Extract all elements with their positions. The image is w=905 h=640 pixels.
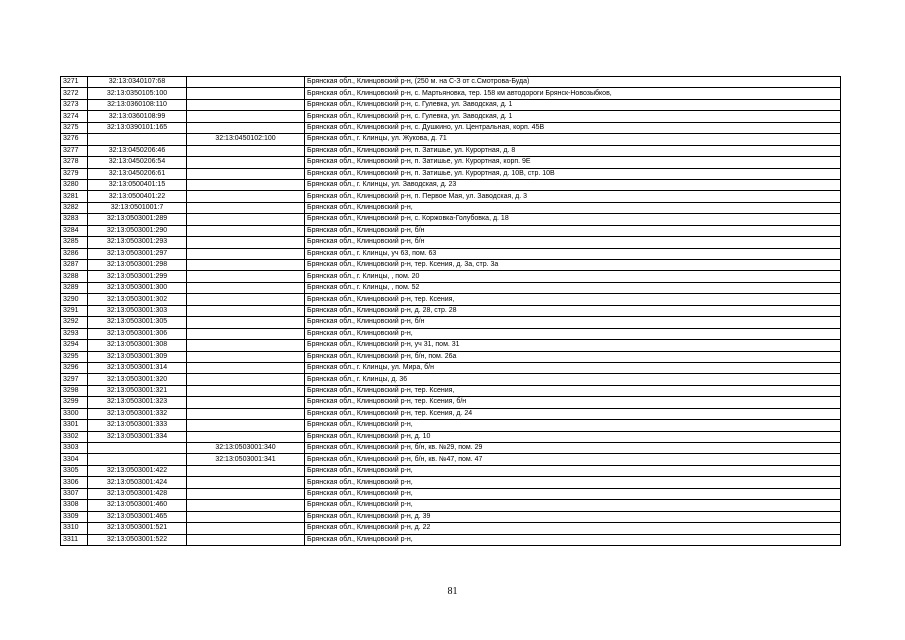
address-cell: Брянская обл., Клинцовский р-н, б/н, пом. 26а xyxy=(305,351,841,362)
cadastral-number-alt-cell xyxy=(187,202,305,213)
cadastral-number-cell: 32:13:0503001:422 xyxy=(88,465,187,476)
cadastral-number-alt-cell xyxy=(187,534,305,545)
address-cell: Брянская обл., Клинцовский р-н, xyxy=(305,500,841,511)
cadastral-number-alt-cell xyxy=(187,420,305,431)
cadastral-number-alt-cell xyxy=(187,271,305,282)
cadastral-number-cell: 32:13:0503001:323 xyxy=(88,397,187,408)
cadastral-number-alt-cell xyxy=(187,225,305,236)
cadastral-number-alt-cell xyxy=(187,237,305,248)
table-row xyxy=(61,351,841,362)
row-number-cell: 3310 xyxy=(61,523,88,534)
address-cell: Брянская обл., Клинцовский р-н, с. Гулевка, ул. Заводская, д. 1 xyxy=(305,99,841,110)
row-number-cell: 3308 xyxy=(61,500,88,511)
cadastral-number-alt-cell xyxy=(187,191,305,202)
cadastral-number-alt-cell xyxy=(187,374,305,385)
table-row xyxy=(61,134,841,145)
row-number-cell: 3306 xyxy=(61,477,88,488)
address-cell: Брянская обл., Клинцовский р-н, д. 10 xyxy=(305,431,841,442)
address-cell: Брянская обл., Клинцовский р-н, xyxy=(305,202,841,213)
cadastral-number-alt-cell xyxy=(187,362,305,373)
table-row xyxy=(61,271,841,282)
cadastral-number-cell: 32:13:0503001:424 xyxy=(88,477,187,488)
address-cell: Брянская обл., Клинцовский р-н, с. Гулевка, ул. Заводская, д. 1 xyxy=(305,111,841,122)
cadastral-number-alt-cell xyxy=(187,431,305,442)
table-row xyxy=(61,534,841,545)
cadastral-number-alt-cell xyxy=(187,157,305,168)
cadastral-number-alt-cell xyxy=(187,99,305,110)
row-number-cell: 3276 xyxy=(61,134,88,145)
cadastral-number-alt-cell xyxy=(187,145,305,156)
property-register-table xyxy=(60,76,841,546)
table-row xyxy=(61,454,841,465)
cadastral-number-cell: 32:13:0503001:297 xyxy=(88,248,187,259)
cadastral-number-cell: 32:13:0503001:333 xyxy=(88,420,187,431)
cadastral-number-cell: 32:13:0503001:305 xyxy=(88,317,187,328)
row-number-cell: 3290 xyxy=(61,294,88,305)
row-number-cell: 3289 xyxy=(61,282,88,293)
cadastral-number-cell xyxy=(88,443,187,454)
cadastral-number-alt-cell xyxy=(187,88,305,99)
table-row xyxy=(61,157,841,168)
address-cell: Брянская обл., г. Клинцы, , пом. 52 xyxy=(305,282,841,293)
cadastral-number-cell: 32:13:0450206:61 xyxy=(88,168,187,179)
cadastral-number-alt-cell: 32:13:0503001:340 xyxy=(187,443,305,454)
row-number-cell: 3280 xyxy=(61,179,88,190)
cadastral-number-cell: 32:13:0503001:302 xyxy=(88,294,187,305)
address-cell: Брянская обл., г. Клинцы, д. 36 xyxy=(305,374,841,385)
table-row xyxy=(61,122,841,133)
cadastral-number-alt-cell xyxy=(187,500,305,511)
table-row xyxy=(61,431,841,442)
cadastral-number-cell: 32:13:0503001:332 xyxy=(88,408,187,419)
page-number: 81 xyxy=(447,586,458,597)
address-cell: Брянская обл., Клинцовский р-н, д. 22 xyxy=(305,523,841,534)
cadastral-number-cell: 32:13:0360108:110 xyxy=(88,99,187,110)
cadastral-number-alt-cell xyxy=(187,488,305,499)
cadastral-number-alt-cell xyxy=(187,248,305,259)
address-cell: Брянская обл., Клинцовский р-н, б/н xyxy=(305,317,841,328)
address-cell: Брянская обл., г. Клинцы, ул. Заводская, д. 23 xyxy=(305,179,841,190)
cadastral-number-alt-cell xyxy=(187,111,305,122)
table-row xyxy=(61,191,841,202)
row-number-cell: 3279 xyxy=(61,168,88,179)
table-row xyxy=(61,385,841,396)
table-row xyxy=(61,88,841,99)
address-cell: Брянская обл., Клинцовский р-н, п. Затишье, ул. Курортная, д. 8 xyxy=(305,145,841,156)
address-cell: Брянская обл., Клинцовский р-н, xyxy=(305,488,841,499)
cadastral-number-alt-cell xyxy=(187,465,305,476)
cadastral-number-cell: 32:13:0503001:308 xyxy=(88,340,187,351)
table-row xyxy=(61,111,841,122)
row-number-cell: 3284 xyxy=(61,225,88,236)
cadastral-number-alt-cell xyxy=(187,260,305,271)
row-number-cell: 3299 xyxy=(61,397,88,408)
cadastral-number-cell: 32:13:0501001:7 xyxy=(88,202,187,213)
row-number-cell: 3304 xyxy=(61,454,88,465)
address-cell: Брянская обл., г. Клинцы, уч 63, пом. 63 xyxy=(305,248,841,259)
row-number-cell: 3287 xyxy=(61,260,88,271)
row-number-cell: 3275 xyxy=(61,122,88,133)
row-number-cell: 3281 xyxy=(61,191,88,202)
row-number-cell: 3293 xyxy=(61,328,88,339)
cadastral-number-cell: 32:13:0340107:68 xyxy=(88,77,187,88)
table-row xyxy=(61,225,841,236)
cadastral-number-alt-cell xyxy=(187,523,305,534)
row-number-cell: 3272 xyxy=(61,88,88,99)
row-number-cell: 3286 xyxy=(61,248,88,259)
cadastral-number-alt-cell xyxy=(187,511,305,522)
cadastral-number-alt-cell xyxy=(187,305,305,316)
cadastral-number-alt-cell xyxy=(187,317,305,328)
cadastral-number-cell: 32:13:0500401:15 xyxy=(88,179,187,190)
row-number-cell: 3305 xyxy=(61,465,88,476)
table-row xyxy=(61,202,841,213)
address-cell: Брянская обл., Клинцовский р-н, (250 м. на С-З от с.Смотрова-Буда) xyxy=(305,77,841,88)
row-number-cell: 3307 xyxy=(61,488,88,499)
cadastral-number-alt-cell: 32:13:0503001:341 xyxy=(187,454,305,465)
cadastral-number-cell: 32:13:0503001:320 xyxy=(88,374,187,385)
table-row xyxy=(61,282,841,293)
cadastral-number-cell: 32:13:0503001:521 xyxy=(88,523,187,534)
cadastral-number-alt-cell xyxy=(187,294,305,305)
row-number-cell: 3283 xyxy=(61,214,88,225)
cadastral-number-alt-cell xyxy=(187,77,305,88)
table-row xyxy=(61,511,841,522)
address-cell: Брянская обл., Клинцовский р-н, xyxy=(305,420,841,431)
address-cell: Брянская обл., Клинцовский р-н, тер. Ксения, б/н xyxy=(305,397,841,408)
address-cell: Брянская обл., г. Клинцы, , пом. 20 xyxy=(305,271,841,282)
row-number-cell: 3297 xyxy=(61,374,88,385)
cadastral-number-cell: 32:13:0503001:298 xyxy=(88,260,187,271)
table-row xyxy=(61,523,841,534)
row-number-cell: 3288 xyxy=(61,271,88,282)
address-cell: Брянская обл., Клинцовский р-н, д. 28, стр. 28 xyxy=(305,305,841,316)
address-cell: Брянская обл., г. Клинцы, ул. Мира, б/н xyxy=(305,362,841,373)
table-row xyxy=(61,77,841,88)
row-number-cell: 3273 xyxy=(61,99,88,110)
cadastral-number-alt-cell xyxy=(187,179,305,190)
row-number-cell: 3294 xyxy=(61,340,88,351)
address-cell: Брянская обл., Клинцовский р-н, тер. Ксения, д. 24 xyxy=(305,408,841,419)
cadastral-number-alt-cell xyxy=(187,397,305,408)
cadastral-number-alt-cell xyxy=(187,477,305,488)
row-number-cell: 3291 xyxy=(61,305,88,316)
cadastral-number-cell: 32:13:0360108:99 xyxy=(88,111,187,122)
address-cell: Брянская обл., Клинцовский р-н, с. Коржовка-Голубовка, д. 18 xyxy=(305,214,841,225)
row-number-cell: 3303 xyxy=(61,443,88,454)
address-cell: Брянская обл., Клинцовский р-н, п. Первое Мая, ул. Заводская, д. 3 xyxy=(305,191,841,202)
table-row xyxy=(61,248,841,259)
table-row xyxy=(61,500,841,511)
cadastral-number-cell: 32:13:0503001:306 xyxy=(88,328,187,339)
cadastral-number-cell: 32:13:0503001:428 xyxy=(88,488,187,499)
cadastral-number-cell xyxy=(88,134,187,145)
row-number-cell: 3302 xyxy=(61,431,88,442)
row-number-cell: 3296 xyxy=(61,362,88,373)
cadastral-number-cell: 32:13:0503001:303 xyxy=(88,305,187,316)
address-cell: Брянская обл., Клинцовский р-н, тер. Ксения, д. 3а, стр. 3а xyxy=(305,260,841,271)
address-cell: Брянская обл., Клинцовский р-н, д. 39 xyxy=(305,511,841,522)
address-cell: Брянская обл., Клинцовский р-н, п. Затишье, ул. Курортная, д. 10В, стр. 10В xyxy=(305,168,841,179)
cadastral-number-cell: 32:13:0503001:321 xyxy=(88,385,187,396)
table-row xyxy=(61,465,841,476)
table-body xyxy=(61,77,841,546)
table-row xyxy=(61,237,841,248)
cadastral-number-cell: 32:13:0503001:293 xyxy=(88,237,187,248)
address-cell: Брянская обл., Клинцовский р-н, xyxy=(305,328,841,339)
cadastral-number-alt-cell xyxy=(187,122,305,133)
cadastral-number-alt-cell xyxy=(187,340,305,351)
address-cell: Брянская обл., Клинцовский р-н, с. Мартьяновка, тер. 158 км автодороги Брянск-Новозыбков, xyxy=(305,88,841,99)
row-number-cell: 3271 xyxy=(61,77,88,88)
table-row xyxy=(61,145,841,156)
address-cell: Брянская обл., Клинцовский р-н, тер. Ксения, xyxy=(305,385,841,396)
address-cell: Брянская обл., Клинцовский р-н, уч 31, пом. 31 xyxy=(305,340,841,351)
table-row xyxy=(61,305,841,316)
address-cell: Брянская обл., Клинцовский р-н, п. Затишье, ул. Курортная, корп. 9Е xyxy=(305,157,841,168)
row-number-cell: 3298 xyxy=(61,385,88,396)
table-row xyxy=(61,179,841,190)
table-row xyxy=(61,340,841,351)
cadastral-number-cell xyxy=(88,454,187,465)
table-row xyxy=(61,477,841,488)
cadastral-number-cell: 32:13:0503001:465 xyxy=(88,511,187,522)
table-row xyxy=(61,443,841,454)
cadastral-number-cell: 32:13:0450206:54 xyxy=(88,157,187,168)
table-row xyxy=(61,214,841,225)
cadastral-number-cell: 32:13:0503001:300 xyxy=(88,282,187,293)
row-number-cell: 3295 xyxy=(61,351,88,362)
cadastral-number-alt-cell xyxy=(187,328,305,339)
table-row xyxy=(61,99,841,110)
row-number-cell: 3300 xyxy=(61,408,88,419)
cadastral-number-cell: 32:13:0503001:522 xyxy=(88,534,187,545)
address-cell: Брянская обл., Клинцовский р-н, тер. Ксения, xyxy=(305,294,841,305)
cadastral-number-cell: 32:13:0503001:334 xyxy=(88,431,187,442)
row-number-cell: 3277 xyxy=(61,145,88,156)
table-row xyxy=(61,374,841,385)
cadastral-number-alt-cell xyxy=(187,214,305,225)
cadastral-number-cell: 32:13:0503001:314 xyxy=(88,362,187,373)
address-cell: Брянская обл., Клинцовский р-н, xyxy=(305,465,841,476)
address-cell: Брянская обл., г. Клинцы, ул. Жукова, д. 71 xyxy=(305,134,841,145)
row-number-cell: 3282 xyxy=(61,202,88,213)
address-cell: Брянская обл., Клинцовский р-н, б/н, кв. №29, пом. 29 xyxy=(305,443,841,454)
row-number-cell: 3278 xyxy=(61,157,88,168)
row-number-cell: 3274 xyxy=(61,111,88,122)
cadastral-number-cell: 32:13:0503001:289 xyxy=(88,214,187,225)
table-row xyxy=(61,294,841,305)
table-row xyxy=(61,260,841,271)
table-row xyxy=(61,488,841,499)
table-row xyxy=(61,397,841,408)
address-cell: Брянская обл., Клинцовский р-н, б/н, кв. №47, пом. 47 xyxy=(305,454,841,465)
row-number-cell: 3285 xyxy=(61,237,88,248)
cadastral-number-alt-cell xyxy=(187,168,305,179)
cadastral-number-cell: 32:13:0503001:299 xyxy=(88,271,187,282)
table-row xyxy=(61,328,841,339)
table-row xyxy=(61,408,841,419)
row-number-cell: 3301 xyxy=(61,420,88,431)
cadastral-number-cell: 32:13:0500401:22 xyxy=(88,191,187,202)
cadastral-number-alt-cell xyxy=(187,385,305,396)
table-row xyxy=(61,168,841,179)
address-cell: Брянская обл., Клинцовский р-н, б/н xyxy=(305,237,841,248)
table-row xyxy=(61,362,841,373)
cadastral-number-alt-cell: 32:13:0450102:100 xyxy=(187,134,305,145)
table-row xyxy=(61,420,841,431)
cadastral-number-cell: 32:13:0503001:309 xyxy=(88,351,187,362)
table-row xyxy=(61,317,841,328)
cadastral-number-cell: 32:13:0503001:460 xyxy=(88,500,187,511)
address-cell: Брянская обл., Клинцовский р-н, xyxy=(305,477,841,488)
cadastral-number-cell: 32:13:0350105:100 xyxy=(88,88,187,99)
row-number-cell: 3309 xyxy=(61,511,88,522)
cadastral-number-cell: 32:13:0503001:290 xyxy=(88,225,187,236)
address-cell: Брянская обл., Клинцовский р-н, б/н xyxy=(305,225,841,236)
cadastral-number-cell: 32:13:0450206:46 xyxy=(88,145,187,156)
cadastral-number-cell: 32:13:0390101:165 xyxy=(88,122,187,133)
cadastral-number-alt-cell xyxy=(187,408,305,419)
address-cell: Брянская обл., Клинцовский р-н, xyxy=(305,534,841,545)
row-number-cell: 3292 xyxy=(61,317,88,328)
cadastral-number-alt-cell xyxy=(187,282,305,293)
address-cell: Брянская обл., Клинцовский р-н, с. Душкино, ул. Центральная, корп. 45В xyxy=(305,122,841,133)
cadastral-number-alt-cell xyxy=(187,351,305,362)
row-number-cell: 3311 xyxy=(61,534,88,545)
